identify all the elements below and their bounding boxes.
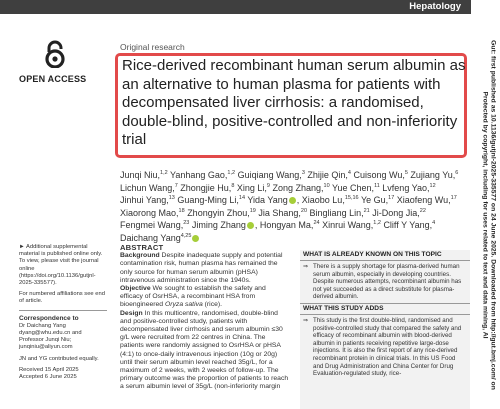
author-name: Daichang Yang: [120, 232, 181, 243]
author-name: Guang-Ming Li,: [177, 195, 239, 205]
adds-heading: WHAT THIS STUDY ADDS: [300, 303, 470, 315]
supplemental-note: ► Additional supplemental material is published online only. To view, please visit the journal online (https://doi.org/10.1136/gutjnl-2025-335577).: [19, 244, 103, 287]
design-label: Design: [120, 309, 143, 317]
article-title: Rice-derived recombinant human serum albumin as an alternative to human plasma for patients with decompensated liver cirrhosis: a randomised, double-blind, positive-controlled and non-inferiority trial: [122, 57, 466, 148]
download-note-line1[interactable]: Gut: first published as 10.1136/gutjnl-2025-335577 on 24 June 2025. Downloaded from http://gut.bmj.com/ on: [489, 40, 497, 390]
author-affiliation: 4: [432, 220, 436, 226]
author-list: [120, 169, 470, 244]
author-name: Junqi Niu,: [120, 170, 161, 180]
orcid-icon[interactable]: [289, 197, 296, 204]
author-affiliation: 7: [174, 182, 178, 189]
author-affiliation: 21: [363, 207, 370, 214]
author-name: Zong Zhang,: [272, 182, 324, 193]
background-label: Background: [120, 252, 160, 260]
author-name: Ye Gu,: [360, 195, 389, 205]
author-name: Xing Li,: [236, 182, 267, 193]
received-date: Received 15 April 2025: [19, 366, 79, 373]
abstract-background: [120, 252, 290, 285]
abstract-objective: [120, 285, 290, 310]
author-name: Hongyan Ma,: [259, 220, 314, 230]
author-affiliation: 19: [249, 207, 256, 214]
arrow-right-icon: ⇒: [303, 316, 309, 324]
objective-label: Objective: [120, 285, 151, 293]
known-heading: WHAT IS ALREADY KNOWN ON THIS TOPIC: [300, 250, 470, 261]
author-name: Yue Chen,: [332, 182, 375, 193]
objective-text-post: (rice).: [204, 301, 223, 309]
author-name: Zhongjie Hu,: [180, 182, 232, 193]
author-affiliation: 18: [178, 207, 185, 214]
author-name: Ji-Dong Jia,: [372, 207, 420, 218]
author-affiliation: 4: [347, 170, 351, 176]
author-name: Jiming Zhang: [191, 220, 246, 230]
author-name: Zhijie Qin,: [307, 170, 348, 180]
author-name: Xinrui Wang,: [322, 220, 374, 230]
author-affiliation: 23: [183, 220, 190, 226]
download-note-line2: Protected by copyright, including for uses related to text and data mining, AI: [482, 91, 489, 339]
author-name: Zujiang Yu,: [410, 170, 456, 180]
accepted-date: Accepted 6 June 2025: [19, 374, 77, 381]
author-name: Yida Yang: [247, 195, 288, 205]
author-affiliation: 22: [419, 207, 426, 214]
author-name: Jinhui Yang,: [120, 195, 169, 205]
known-item: [300, 261, 470, 303]
author-affiliation: 5: [404, 170, 408, 176]
abstract-heading: ABSTRACT: [120, 243, 164, 252]
author-affiliation: 4,25: [180, 232, 192, 239]
contrib-note: JN and YG contributed equally.: [19, 355, 99, 362]
author-name: Cliff Y Yang,: [383, 220, 433, 230]
article-type: Original research: [120, 42, 185, 52]
author-affiliation: 1,2: [227, 170, 236, 176]
correspondence-body: Dr Daichang Yang dyang@whu.edu.cn and Professor Junqi Niu; junqiniu@aliyun.com: [19, 322, 82, 351]
author-name: Fengmei Wang,: [120, 220, 184, 230]
author-affiliation: 20: [300, 207, 308, 214]
author-affiliation: 12: [429, 182, 436, 189]
abstract: [120, 244, 290, 392]
author-affiliation: 9: [266, 182, 270, 189]
author-separator: ,: [254, 220, 258, 230]
objective-text-pre: We sought to establish the safety and efficacy of OsrHSA, a recombinant HSA from bioengineered: [120, 285, 266, 309]
author-affiliation: 8: [231, 182, 235, 189]
author-name: Jia Shang,: [258, 207, 301, 218]
author-name: Guiqiang Wang,: [237, 170, 302, 180]
author-name: Xiaofeng Wu,: [396, 195, 451, 205]
author-name: Lvfeng Yao,: [382, 182, 430, 193]
section-label: Hepatology: [409, 1, 461, 12]
adds-text: This study is the first double-blind, randomised and positive-controlled study that compared the safety and efficacy of recombinant albumin with blood-derived albumin in patients receiving repetitive large-dose injections. It is also the first report of any rice-derived recombinant protein in clinical trials. In this US Food and Drug Administration and China Center for Drug Evaluation-regulated study, rice-: [313, 316, 462, 378]
orcid-icon[interactable]: [247, 222, 254, 229]
key-messages-box: [300, 250, 470, 409]
open-access-label: OPEN ACCESS: [19, 74, 87, 84]
author-affiliation: 3: [301, 170, 305, 176]
author-name: Xiaorong Mao,: [120, 207, 179, 218]
design-text: In this multicentre, randomised, double-blind and positive-controlled study, patients with decompensated liver cirrhosis and serum albumin ≤30 g/L were recruited from 22 centres in China. The patients were randomly assigned to OsrHSA or pHSA (4:1) to once-daily intravenous injection (10g or 20g) until their serum albumin level reached 35g/L, for a maximum of 2 weeks, with 2 weeks of follow-up. The primary outcome was the proportion of patients to reach a serum albumin level of 35g/L (non-inferiority margin: [120, 309, 289, 391]
adds-item: [300, 315, 470, 380]
author-affiliation: 17: [388, 195, 395, 201]
author-affiliation: 11: [374, 182, 380, 189]
author-separator: ,: [296, 195, 300, 205]
author-affiliation: 10: [323, 182, 330, 189]
author-affiliation: 24: [313, 220, 320, 226]
author-affiliation: 17: [450, 195, 457, 201]
open-access-lock-icon: [43, 40, 67, 68]
author-affiliation: 1,2: [160, 170, 168, 176]
correspondence-heading: Correspondence to: [19, 314, 79, 322]
divider: [19, 310, 107, 311]
author-name: Bingliang Lin,: [309, 207, 364, 218]
orcid-icon[interactable]: [192, 235, 199, 242]
arrow-right-icon: ⇒: [303, 263, 309, 270]
affiliations-note: For numbered affiliations see end of article.: [19, 291, 105, 305]
author-affiliation: 1,2: [373, 220, 381, 226]
side-notes: [19, 244, 107, 385]
author-affiliation: 14: [238, 195, 246, 201]
background-text: Despite inadequate supply and potential contamination risk, human plasma has remained the only source for human serum albumin (pHSA) intravenous administration since the 1940s.: [120, 252, 283, 284]
author-name: Cuisong Wu,: [353, 170, 405, 180]
author-name: Xiaobo Lu,: [301, 195, 345, 205]
author-name: Lichun Wang,: [120, 182, 175, 193]
abstract-design: [120, 310, 290, 392]
author-affiliation: 13: [168, 195, 175, 201]
vertical-download-note: [482, 30, 496, 400]
author-affiliation: 6: [455, 170, 459, 176]
author-affiliation: 15,16: [344, 195, 359, 201]
author-name: Yanhang Gao,: [170, 170, 228, 180]
journal-section-bar: [0, 0, 471, 14]
author-name: Zhongyin Zhou,: [187, 207, 250, 218]
known-text: There is a supply shortage for plasma-derived human serum albumin, especially in developing countries. Despite numerous attempts, recombinant albumin has not yet succeeded as a direct substitute for plasma-derived albumin.: [313, 263, 462, 301]
objective-species: Oryza sativa: [164, 301, 203, 309]
